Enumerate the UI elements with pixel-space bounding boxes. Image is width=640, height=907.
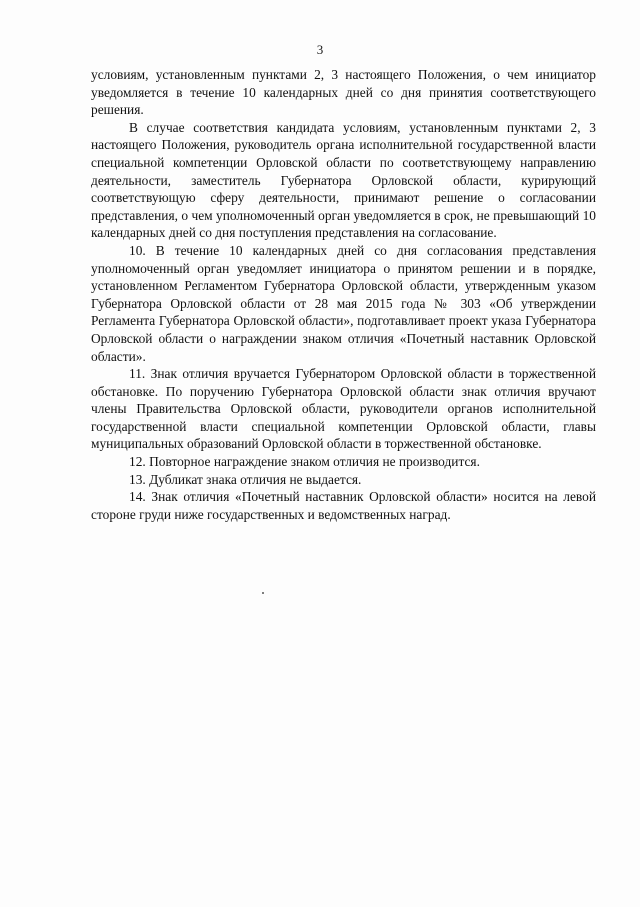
paragraph-11: 11. Знак отличия вручается Губернатором Орловской области в торжественной обстановке. По поручению Губернатора Орловской области знак отличия вручают члены Правительства Орловской области, руководители органов исполнительной государственной власти специальной компетенции Орловской области, главы муниципальных образований Орловской области в торжественной обстановке. — [91, 366, 596, 452]
paragraph-continuation: условиям, установленным пунктами 2, 3 настоящего Положения, о чем инициатор уведомляется в течение 10 календарных дней со дня принятия соответствующего решения. — [91, 67, 596, 118]
paragraph-approval: В случае соответствия кандидата условиям, установленным пунктами 2, 3 настоящего Положения, руководитель органа исполнительной государственной власти специальной компетенции Орловской области по соответствующему направлению деятельности, заместитель Губернатора Орловской области, курирующий соответствующую сферу деятельности, принимают решение о согласовании представления, о чем уполномоченный орган уведомляется в срок, не превышающий 10 календарных дней со дня поступления представления на согласование. — [91, 119, 596, 241]
page-number: 3 — [316, 42, 324, 57]
scan-speck — [262, 592, 264, 594]
paragraph-13: 13. Дубликат знака отличия не выдается. — [129, 471, 362, 487]
paragraph-10: 10. В течение 10 календарных дней со дня согласования представления уполномоченный орган уведомляет инициатора о принятом решении и в порядке, установленном Регламентом Губернатора Орловской области, утвержденным указом Губернатора Орловской области от 28 мая 2015 года № 303 «Об утверждении Регламента Губернатора Орловской области», подготавливает проект указа Губернатора Орловской области о награждении знаком отличия «Почетный наставник Орловской области». — [91, 242, 596, 364]
document-body — [91, 66, 596, 523]
paragraph-14: 14. Знак отличия «Почетный наставник Орловской области» носится на левой стороне груди ниже государственных и ведомственных наград. — [91, 489, 596, 522]
paragraph-12: 12. Повторное награждение знаком отличия не производится. — [129, 454, 480, 470]
